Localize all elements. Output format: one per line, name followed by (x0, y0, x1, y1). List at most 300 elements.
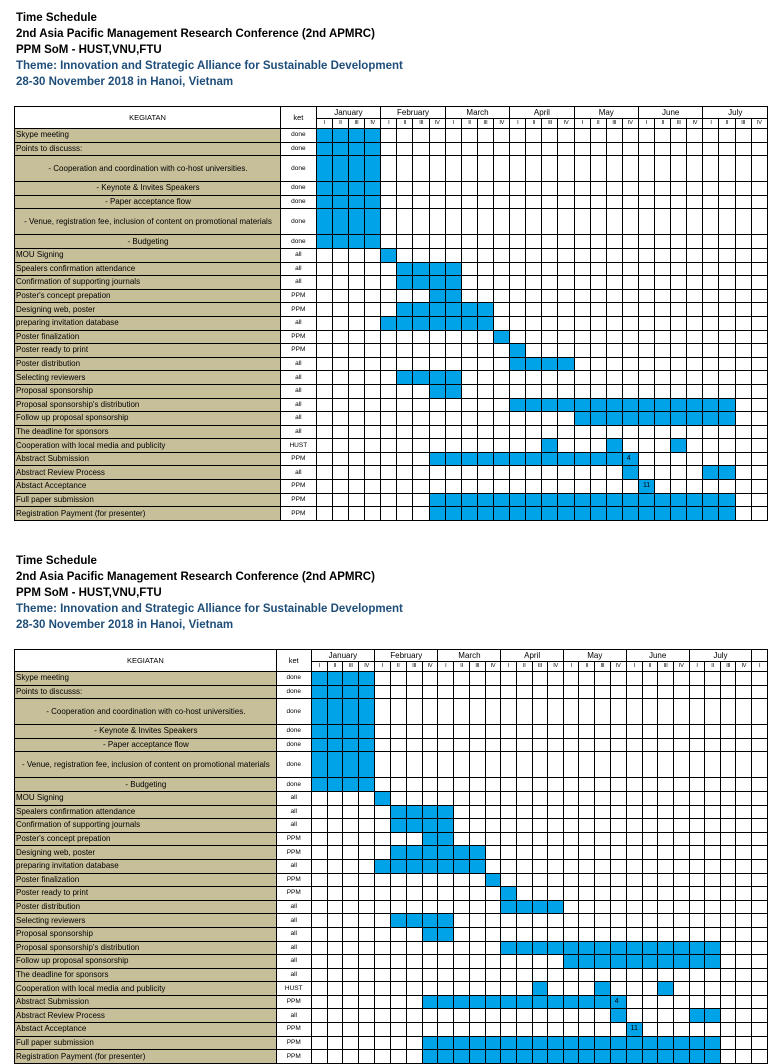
gantt-empty-cell (413, 248, 429, 262)
gantt-empty-cell (494, 439, 510, 453)
gantt-empty-cell (316, 452, 332, 466)
gantt-bar-cell (429, 384, 445, 398)
gantt-empty-cell (532, 1023, 548, 1037)
gantt-empty-cell (735, 412, 751, 426)
gantt-empty-cell (590, 480, 606, 494)
table-row (15, 819, 768, 833)
gantt-empty-cell (563, 900, 579, 914)
gantt-empty-cell (606, 371, 622, 385)
gantt-empty-cell (752, 832, 768, 846)
gantt-empty-cell (579, 791, 595, 805)
gantt-empty-cell (687, 209, 703, 235)
gantt-empty-cell (638, 142, 654, 156)
gantt-bar-cell (397, 262, 413, 276)
gantt-empty-cell (638, 209, 654, 235)
gantt-bar-cell (327, 738, 343, 752)
gantt-empty-cell (548, 672, 564, 686)
gantt-empty-cell (642, 685, 658, 699)
gantt-empty-cell (610, 968, 626, 982)
gantt-empty-cell (532, 738, 548, 752)
gantt-empty-cell (359, 995, 375, 1009)
gantt-empty-cell (332, 493, 348, 507)
gantt-empty-cell (397, 330, 413, 344)
gantt-empty-cell (445, 344, 461, 358)
gantt-bar-cell (311, 685, 327, 699)
week-header: I (689, 662, 705, 672)
gantt-empty-cell (622, 330, 638, 344)
gantt-empty-cell (574, 235, 590, 249)
gantt-empty-cell (542, 384, 558, 398)
gantt-empty-cell (719, 344, 735, 358)
gantt-bar-cell (311, 725, 327, 739)
gantt-bar-cell (606, 412, 622, 426)
gantt-empty-cell (327, 941, 343, 955)
gantt-empty-cell (381, 493, 397, 507)
gantt-empty-cell (454, 752, 470, 778)
gantt-empty-cell (494, 129, 510, 143)
gantt-empty-cell (642, 1023, 658, 1037)
gantt-empty-cell (422, 672, 438, 686)
gantt-empty-cell (610, 832, 626, 846)
gantt-empty-cell (673, 846, 689, 860)
gantt-empty-cell (477, 371, 493, 385)
gantt-empty-cell (642, 752, 658, 778)
gantt-empty-cell (563, 685, 579, 699)
task-ket: all (276, 900, 311, 914)
gantt-empty-cell (622, 439, 638, 453)
gantt-empty-cell (735, 209, 751, 235)
gantt-empty-cell (532, 819, 548, 833)
gantt-empty-cell (574, 439, 590, 453)
gantt-bar-cell (606, 452, 622, 466)
task-name: - Venue, registration fee, inclusion of content on promotional materials (15, 209, 281, 235)
gantt-empty-cell (477, 344, 493, 358)
gantt-empty-cell (316, 303, 332, 317)
gantt-empty-cell (705, 672, 721, 686)
gantt-empty-cell (381, 412, 397, 426)
gantt-empty-cell (720, 699, 736, 725)
gantt-bar-cell (655, 398, 671, 412)
gantt-empty-cell (429, 330, 445, 344)
gantt-empty-cell (413, 507, 429, 521)
gantt-empty-cell (638, 235, 654, 249)
gantt-empty-cell (689, 914, 705, 928)
gantt-empty-cell (316, 398, 332, 412)
gantt-empty-cell (327, 819, 343, 833)
gantt-empty-cell (687, 371, 703, 385)
gantt-bar-cell (438, 914, 454, 928)
gantt-bar-cell (485, 1050, 501, 1064)
week-header: II (719, 119, 735, 129)
gantt-empty-cell (655, 384, 671, 398)
header-conference: 2nd Asia Pacific Management Research Conference (2nd APMRC) (16, 28, 375, 40)
gantt-empty-cell (671, 425, 687, 439)
gantt-empty-cell (485, 791, 501, 805)
gantt-bar-cell (422, 846, 438, 860)
gantt-empty-cell (454, 805, 470, 819)
gantt-empty-cell (610, 752, 626, 778)
gantt-empty-cell (445, 195, 461, 209)
gantt-empty-cell (469, 887, 485, 901)
gantt-empty-cell (736, 1023, 752, 1037)
gantt-empty-cell (548, 914, 564, 928)
gantt-empty-cell (510, 195, 526, 209)
gantt-empty-cell (343, 982, 359, 996)
gantt-empty-cell (501, 1009, 517, 1023)
table-row (15, 1036, 768, 1050)
gantt-empty-cell (735, 425, 751, 439)
gantt-empty-cell (477, 182, 493, 196)
gantt-empty-cell (316, 316, 332, 330)
gantt-empty-cell (703, 209, 719, 235)
task-ket: done (280, 195, 316, 209)
gantt-bar-cell (558, 398, 574, 412)
gantt-empty-cell (413, 156, 429, 182)
task-name: MOU Signing (15, 248, 281, 262)
gantt-bar-cell (359, 685, 375, 699)
gantt-empty-cell (574, 276, 590, 290)
gantt-bar-cell (311, 699, 327, 725)
gantt-bar-cell (429, 452, 445, 466)
schedule-table-2 (14, 649, 768, 1064)
gantt-empty-cell (365, 466, 381, 480)
gantt-empty-cell (343, 927, 359, 941)
gantt-empty-cell (510, 142, 526, 156)
week-header: I (316, 119, 332, 129)
gantt-bar-cell (590, 493, 606, 507)
gantt-empty-cell (703, 371, 719, 385)
header-kegiatan: KEGIATAN (15, 107, 281, 129)
gantt-empty-cell (671, 195, 687, 209)
week-header: IV (622, 119, 638, 129)
gantt-bar-cell (348, 142, 364, 156)
gantt-empty-cell (752, 752, 768, 778)
month-header: April (501, 650, 564, 662)
gantt-empty-cell (311, 1009, 327, 1023)
gantt-empty-cell (485, 1023, 501, 1037)
gantt-empty-cell (311, 832, 327, 846)
gantt-empty-cell (563, 927, 579, 941)
gantt-empty-cell (390, 927, 406, 941)
gantt-bar-cell (485, 873, 501, 887)
table-row (15, 235, 768, 249)
gantt-empty-cell (705, 900, 721, 914)
gantt-bar-cell (626, 941, 642, 955)
gantt-empty-cell (626, 699, 642, 725)
gantt-empty-cell (719, 452, 735, 466)
gantt-empty-cell (720, 805, 736, 819)
gantt-empty-cell (413, 425, 429, 439)
task-name: Poster distribution (15, 900, 277, 914)
gantt-empty-cell (461, 480, 477, 494)
gantt-empty-cell (751, 276, 767, 290)
gantt-empty-cell (375, 887, 391, 901)
gantt-empty-cell (348, 357, 364, 371)
gantt-empty-cell (558, 316, 574, 330)
gantt-empty-cell (327, 846, 343, 860)
gantt-empty-cell (548, 887, 564, 901)
gantt-bar-cell (558, 452, 574, 466)
week-header: II (332, 119, 348, 129)
gantt-empty-cell (445, 466, 461, 480)
week-header: II (705, 662, 721, 672)
table-row (15, 384, 768, 398)
week-header: IV (673, 662, 689, 672)
gantt-empty-cell (397, 425, 413, 439)
gantt-bar-cell (622, 466, 638, 480)
gantt-empty-cell (590, 248, 606, 262)
gantt-empty-cell (516, 685, 532, 699)
task-name: Follow up proposal sponsorship (15, 412, 281, 426)
gantt-empty-cell (438, 672, 454, 686)
gantt-empty-cell (655, 289, 671, 303)
gantt-empty-cell (558, 344, 574, 358)
task-name: Designing web, poster (15, 846, 277, 860)
task-name: - Cooperation and coordination with co-host universities. (15, 156, 281, 182)
task-ket: HUST (280, 439, 316, 453)
gantt-bar-cell (574, 507, 590, 521)
gantt-empty-cell (365, 384, 381, 398)
gantt-empty-cell (348, 344, 364, 358)
gantt-empty-cell (406, 995, 422, 1009)
gantt-empty-cell (655, 480, 671, 494)
gantt-empty-cell (558, 412, 574, 426)
gantt-empty-cell (413, 182, 429, 196)
gantt-empty-cell (687, 195, 703, 209)
gantt-empty-cell (429, 129, 445, 143)
table-row (15, 859, 768, 873)
task-name: preparing invitation database (15, 316, 281, 330)
task-ket: done (276, 738, 311, 752)
gantt-bar-cell (638, 412, 654, 426)
gantt-empty-cell (311, 859, 327, 873)
task-name: MOU Signing (15, 791, 277, 805)
gantt-empty-cell (642, 1009, 658, 1023)
gantt-empty-cell (311, 873, 327, 887)
gantt-bar-cell (422, 819, 438, 833)
gantt-empty-cell (719, 425, 735, 439)
gantt-bar-cell (413, 316, 429, 330)
gantt-empty-cell (705, 725, 721, 739)
gantt-empty-cell (375, 927, 391, 941)
gantt-empty-cell (579, 859, 595, 873)
gantt-empty-cell (558, 371, 574, 385)
week-header: III (735, 119, 751, 129)
gantt-empty-cell (642, 859, 658, 873)
gantt-empty-cell (359, 1023, 375, 1037)
gantt-empty-cell (719, 209, 735, 235)
gantt-empty-cell (469, 738, 485, 752)
gantt-empty-cell (642, 927, 658, 941)
gantt-bar-cell (606, 439, 622, 453)
gantt-empty-cell (406, 887, 422, 901)
gantt-empty-cell (671, 303, 687, 317)
gantt-empty-cell (719, 439, 735, 453)
table-row (15, 182, 768, 196)
gantt-bar-cell (542, 452, 558, 466)
gantt-empty-cell (359, 819, 375, 833)
gantt-empty-cell (343, 955, 359, 969)
gantt-empty-cell (622, 480, 638, 494)
gantt-empty-cell (671, 480, 687, 494)
gantt-empty-cell (736, 995, 752, 1009)
gantt-empty-cell (736, 752, 752, 778)
gantt-empty-cell (532, 752, 548, 778)
gantt-empty-cell (510, 330, 526, 344)
gantt-empty-cell (454, 900, 470, 914)
gantt-empty-cell (590, 142, 606, 156)
gantt-empty-cell (510, 425, 526, 439)
gantt-empty-cell (655, 357, 671, 371)
gantt-empty-cell (365, 357, 381, 371)
gantt-empty-cell (461, 262, 477, 276)
gantt-empty-cell (720, 927, 736, 941)
gantt-empty-cell (348, 248, 364, 262)
gantt-empty-cell (563, 1023, 579, 1037)
gantt-bar-cell (422, 1050, 438, 1064)
gantt-bar-cell (348, 209, 364, 235)
gantt-bar-cell (595, 982, 611, 996)
task-ket: all (276, 805, 311, 819)
task-ket: PPM (280, 289, 316, 303)
gantt-empty-cell (719, 384, 735, 398)
gantt-empty-cell (574, 303, 590, 317)
gantt-empty-cell (542, 466, 558, 480)
gantt-empty-cell (558, 466, 574, 480)
gantt-empty-cell (671, 209, 687, 235)
gantt-empty-cell (438, 738, 454, 752)
task-name: - Cooperation and coordination with co-host universities. (15, 699, 277, 725)
gantt-empty-cell (703, 452, 719, 466)
gantt-empty-cell (477, 209, 493, 235)
gantt-empty-cell (751, 235, 767, 249)
gantt-bar-cell (494, 330, 510, 344)
gantt-empty-cell (461, 425, 477, 439)
gantt-empty-cell (413, 357, 429, 371)
gantt-empty-cell (574, 129, 590, 143)
gantt-empty-cell (365, 493, 381, 507)
gantt-empty-cell (689, 927, 705, 941)
task-ket: done (280, 182, 316, 196)
gantt-empty-cell (526, 466, 542, 480)
gantt-bar-cell (516, 941, 532, 955)
gantt-bar-cell (548, 900, 564, 914)
gantt-empty-cell (671, 384, 687, 398)
gantt-bar-cell (429, 303, 445, 317)
gantt-bar-cell (590, 412, 606, 426)
table-row (15, 1050, 768, 1064)
table-row (15, 873, 768, 887)
gantt-bar-cell (461, 316, 477, 330)
header-kegiatan: KEGIATAN (15, 650, 277, 672)
gantt-empty-cell (752, 941, 768, 955)
table-row (15, 262, 768, 276)
gantt-empty-cell (735, 371, 751, 385)
gantt-empty-cell (343, 1050, 359, 1064)
gantt-empty-cell (327, 995, 343, 1009)
gantt-empty-cell (532, 927, 548, 941)
gantt-bar-cell (316, 235, 332, 249)
gantt-empty-cell (720, 832, 736, 846)
gantt-bar-cell (687, 412, 703, 426)
gantt-empty-cell (359, 914, 375, 928)
gantt-empty-cell (397, 182, 413, 196)
table-row (15, 480, 768, 494)
gantt-bar-cell (397, 276, 413, 290)
gantt-empty-cell (736, 859, 752, 873)
gantt-empty-cell (445, 182, 461, 196)
gantt-empty-cell (422, 968, 438, 982)
table-row (15, 927, 768, 941)
gantt-empty-cell (574, 480, 590, 494)
week-header: IV (422, 662, 438, 672)
gantt-empty-cell (316, 248, 332, 262)
gantt-empty-cell (671, 316, 687, 330)
week-header: IV (558, 119, 574, 129)
gantt-empty-cell (658, 887, 674, 901)
gantt-empty-cell (381, 262, 397, 276)
gantt-empty-cell (655, 142, 671, 156)
gantt-empty-cell (752, 927, 768, 941)
gantt-empty-cell (390, 752, 406, 778)
gantt-bar-cell (343, 752, 359, 778)
gantt-empty-cell (590, 371, 606, 385)
gantt-empty-cell (461, 357, 477, 371)
gantt-empty-cell (658, 1023, 674, 1037)
gantt-empty-cell (642, 699, 658, 725)
gantt-empty-cell (671, 357, 687, 371)
gantt-bar-cell (563, 1036, 579, 1050)
gantt-empty-cell (563, 672, 579, 686)
gantt-empty-cell (719, 480, 735, 494)
gantt-empty-cell (327, 1050, 343, 1064)
gantt-empty-cell (574, 330, 590, 344)
gantt-empty-cell (526, 129, 542, 143)
gantt-empty-cell (705, 982, 721, 996)
task-ket: PPM (276, 1036, 311, 1050)
gantt-bar-cell (381, 248, 397, 262)
gantt-bar-cell (438, 859, 454, 873)
gantt-empty-cell (477, 425, 493, 439)
gantt-bar-cell (311, 738, 327, 752)
gantt-empty-cell (610, 873, 626, 887)
gantt-bar-cell (542, 493, 558, 507)
gantt-empty-cell (469, 819, 485, 833)
gantt-empty-cell (638, 129, 654, 143)
week-header: III (720, 662, 736, 672)
gantt-empty-cell (532, 791, 548, 805)
month-header-empty (752, 650, 768, 662)
task-name: Confirmation of supporting journals (15, 819, 277, 833)
month-header: January (311, 650, 374, 662)
gantt-empty-cell (532, 725, 548, 739)
table-row (15, 805, 768, 819)
gantt-empty-cell (501, 805, 517, 819)
gantt-empty-cell (381, 439, 397, 453)
gantt-bar-cell (327, 699, 343, 725)
month-header: February (375, 650, 438, 662)
gantt-bar-cell (542, 507, 558, 521)
task-name: Abstact Acceptance (15, 480, 281, 494)
gantt-bar-cell (579, 955, 595, 969)
gantt-bar-cell (510, 452, 526, 466)
task-name: Proposal sponsorship's distribution (15, 398, 281, 412)
gantt-empty-cell (671, 330, 687, 344)
gantt-empty-cell (705, 819, 721, 833)
gantt-empty-cell (579, 778, 595, 792)
gantt-empty-cell (736, 725, 752, 739)
gantt-empty-cell (469, 832, 485, 846)
